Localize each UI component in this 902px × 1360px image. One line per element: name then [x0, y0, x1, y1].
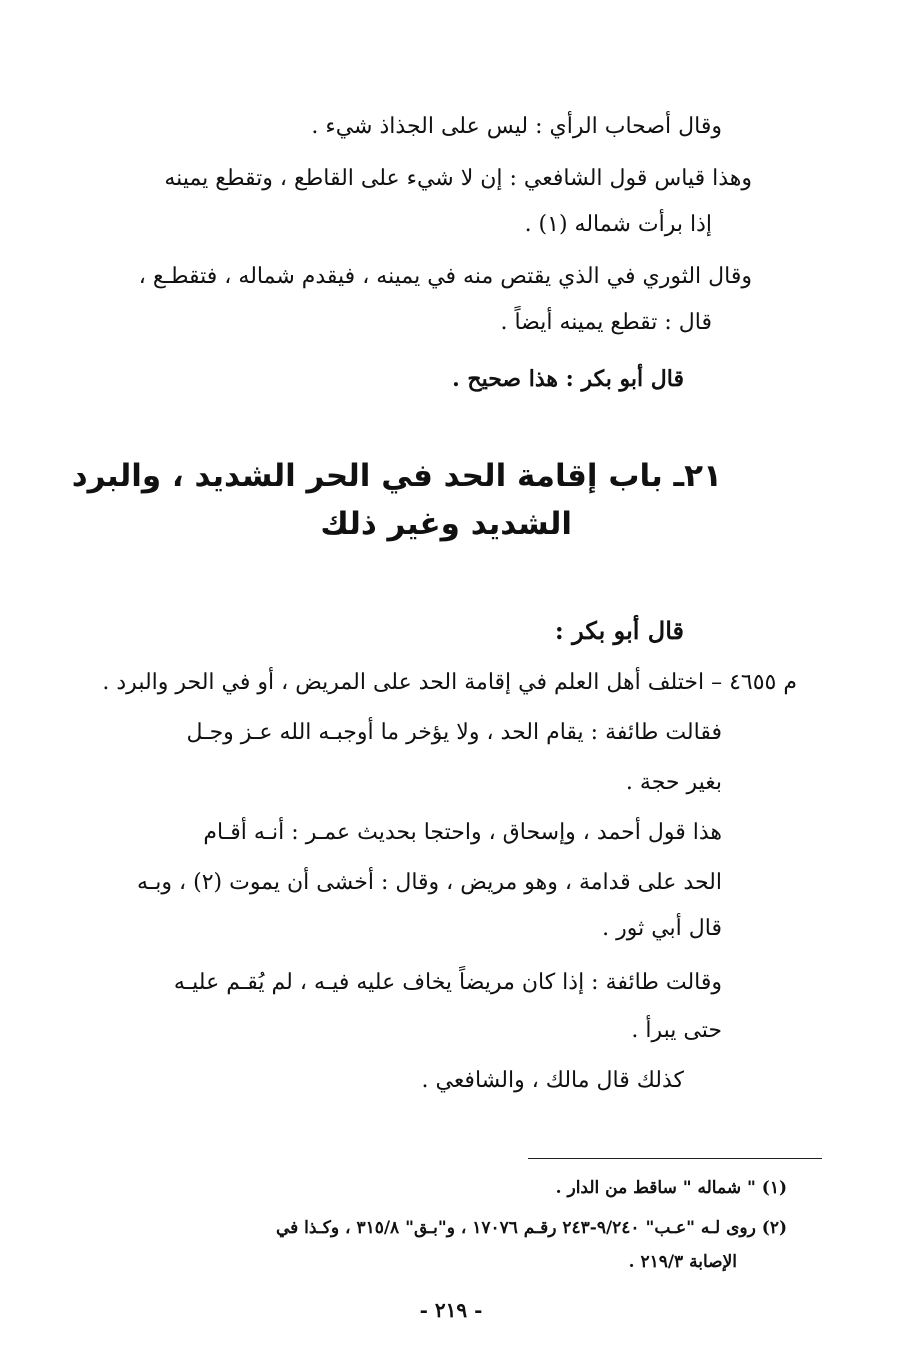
- footnote-1: (١) " شماله " ساقط من الدار .: [555, 1178, 787, 1198]
- text-line-abi-thawr: قال أبي ثور .: [602, 916, 722, 941]
- text-line-tuqta-yaminuh: قال : تقطع يمينه أيضاً .: [500, 310, 712, 335]
- page-number: - ٢١٩ -: [419, 1298, 483, 1322]
- chapter-title-line2: الشديد وغير ذلك: [320, 506, 572, 542]
- text-line-qudama: الحد على قدامة ، وهو مريض ، وقال : أخشى أن يموت (٢) ، وبـه: [137, 870, 722, 895]
- masala-item-4655: م ٤٦٥٥ – اختلف أهل العلم في إقامة الحد على المريض ، أو في الحر والبرد .: [102, 670, 797, 695]
- text-line-qala-abu-bakr: قال أبو بكر :: [554, 616, 684, 645]
- text-line-malik-shafii: كذلك قال مالك ، والشافعي .: [421, 1068, 684, 1093]
- text-line-qiyas-shafii: وهذا قياس قول الشافعي : إن لا شيء على القاطع ، وتقطع يمينه: [164, 166, 752, 191]
- text-line-taifa-yuqam: فقالت طائفة : يقام الحد ، ولا يؤخر ما أوجبـه الله عـز وجـل: [186, 720, 722, 745]
- text-line-bara-shimaluh: إذا برأت شماله (١) .: [524, 212, 712, 237]
- text-line-bighayr-hujja: بغير حجة .: [625, 770, 722, 795]
- footnote-2-line1: (٢) روى لـه "عـب" ٩/٢٤٠-٢٤٣ رقـم ١٧٠٧٦ ، و"بـق" ٣١٥/٨ ، وكـذا في: [275, 1218, 787, 1238]
- text-line-ahmad-ishaq: هذا قول أحمد ، وإسحاق ، واحتجا بحديث عمـر : أنـه أقـام: [203, 820, 722, 845]
- footnote-2-line2: الإصابة ٢١٩/٣ .: [628, 1252, 737, 1272]
- footnote-separator: [528, 1158, 822, 1159]
- text-line-aswab-alray: وقال أصحاب الرأي : ليس على الجذاذ شيء .: [311, 114, 722, 139]
- text-line-abu-bakr-sahih: قال أبو بكر : هذا صحيح .: [452, 366, 684, 392]
- text-line-thawri: وقال الثوري في الذي يقتص منه في يمينه ، فيقدم شماله ، فتقطـع ،: [138, 264, 752, 289]
- text-line-hatta-yabra: حتى يبرأ .: [631, 1018, 722, 1043]
- text-line-taifa-marid: وقالت طائفة : إذا كان مريضاً يخاف عليه فيـه ، لم يُقـم عليـه: [173, 970, 722, 995]
- chapter-title-line1: ٢١ـ باب إقامة الحد في الحر الشديد ، والبرد: [71, 458, 722, 494]
